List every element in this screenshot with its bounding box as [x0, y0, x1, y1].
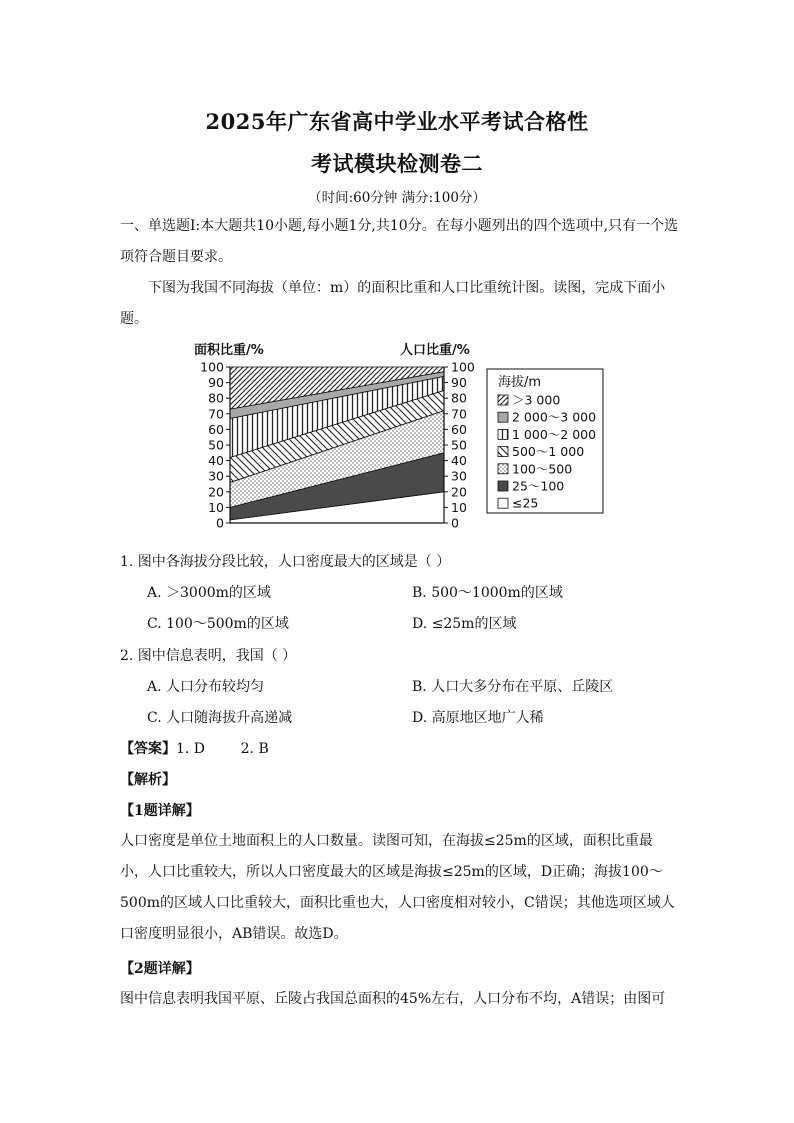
left-tick-label: 20	[208, 484, 224, 500]
legend-title: 海拔/m	[498, 375, 542, 390]
q1-analysis-text: 人口密度是单位土地面积上的人口数量。读图可知，在海拔≤25m的区域，面积比重最小，人口比重较大，所以人口密度最大的区域是海拔≤25m的区域，D正确；海拔100～500m的区域人口比重较大，面积比重也大，人口密度相对较小，C错误；其他选项区域人口密度明显很小，AB错误。故选D。	[120, 833, 675, 942]
question-1-option-c: C. 100～500m的区域	[147, 616, 289, 632]
question-1-stem: 1. 图中各海拔分段比较，人口密度最大的区域是（ ）	[120, 554, 451, 570]
q2-analysis-label: 【2题详解】	[120, 961, 200, 977]
legend-swatch	[498, 498, 508, 508]
legend-label: 25～100	[512, 478, 565, 494]
right-tick-label: 20	[451, 484, 467, 500]
question-2-option-a: A. 人口分布较均匀	[147, 679, 265, 695]
question-2-option-c: C. 人口随海拔升高递减	[147, 710, 293, 726]
left-tick-label: 100	[200, 359, 224, 375]
left-tick-label: 30	[208, 468, 224, 484]
left-tick-label: 40	[208, 453, 224, 469]
left-tick-label: 70	[208, 406, 224, 422]
legend-swatch	[498, 464, 508, 474]
page-title-line1: 2025年广东省高中学业水平考试合格性	[205, 109, 589, 134]
right-tick-label: 60	[451, 421, 467, 437]
question-2-stem: 2. 图中信息表明，我国（ ）	[120, 648, 297, 664]
right-tick-label: 40	[451, 453, 467, 469]
legend-swatch	[498, 429, 508, 439]
right-axis-label: 人口比重/%	[400, 343, 470, 358]
elevation-area-chart	[190, 340, 610, 535]
right-tick-label: 10	[451, 499, 467, 515]
legend-label: ＞3 000	[512, 392, 561, 408]
legend-swatch	[498, 447, 508, 457]
legend-label: 100～500	[512, 461, 573, 477]
q1-analysis-label: 【1题详解】	[120, 803, 200, 819]
exam-meta: （时间:60分钟 满分:100分）	[308, 190, 486, 206]
question-1-option-d: D. ≤25m的区域	[412, 616, 517, 632]
legend-label: 2 000～3 000	[512, 409, 597, 425]
question-1-option-b: B. 500～1000m的区域	[412, 585, 563, 601]
right-tick-label: 100	[451, 359, 475, 375]
right-tick-label: 0	[451, 515, 459, 531]
legend-label: 1 000～2 000	[512, 426, 597, 442]
legend-swatch	[498, 395, 508, 405]
right-tick-label: 70	[451, 406, 467, 422]
answer-label: 【答案】	[120, 741, 176, 757]
page-title-line2: 考试模块检测卷二	[311, 151, 483, 176]
question-2-option-b: B. 人口大多分布在平原、丘陵区	[412, 679, 614, 695]
legend-swatch	[498, 481, 508, 491]
left-axis-label: 面积比重/%	[194, 343, 264, 358]
chart-legend	[487, 369, 603, 513]
right-tick-label: 90	[451, 375, 467, 391]
section-heading: 一、单选题Ⅰ:本大题共10小题,每小题1分,共10分。在每小题列出的四个选项中,只有一个选项符合题目要求。	[120, 218, 679, 265]
legend-label: 500～1 000	[512, 444, 585, 460]
answer-text: 1. D 2. B	[176, 741, 269, 757]
left-tick-label: 50	[208, 437, 224, 453]
left-tick-label: 0	[216, 515, 224, 531]
right-tick-label: 80	[451, 390, 467, 406]
section-intro: 下图为我国不同海拔（单位：m）的面积比重和人口比重统计图。读图，完成下面小题。	[120, 280, 666, 327]
right-tick-label: 50	[451, 437, 467, 453]
analysis-label: 【解析】	[120, 772, 176, 788]
legend-swatch	[498, 412, 508, 422]
question-2-option-d: D. 高原地区地广人稀	[412, 710, 544, 726]
left-tick-label: 60	[208, 421, 224, 437]
q2-analysis-text: 图中信息表明我国平原、丘陵占我国总面积的45%左右，人口分布不均，A错误；由图可	[120, 991, 666, 1007]
answer-line	[120, 738, 269, 758]
legend-label: ≤25	[512, 495, 539, 511]
left-tick-label: 10	[208, 499, 224, 515]
left-tick-label: 90	[208, 375, 224, 391]
right-tick-label: 30	[451, 468, 467, 484]
area-bands	[230, 367, 444, 523]
left-tick-label: 80	[208, 390, 224, 406]
question-1-option-a: A. ＞3000m的区域	[147, 585, 271, 601]
